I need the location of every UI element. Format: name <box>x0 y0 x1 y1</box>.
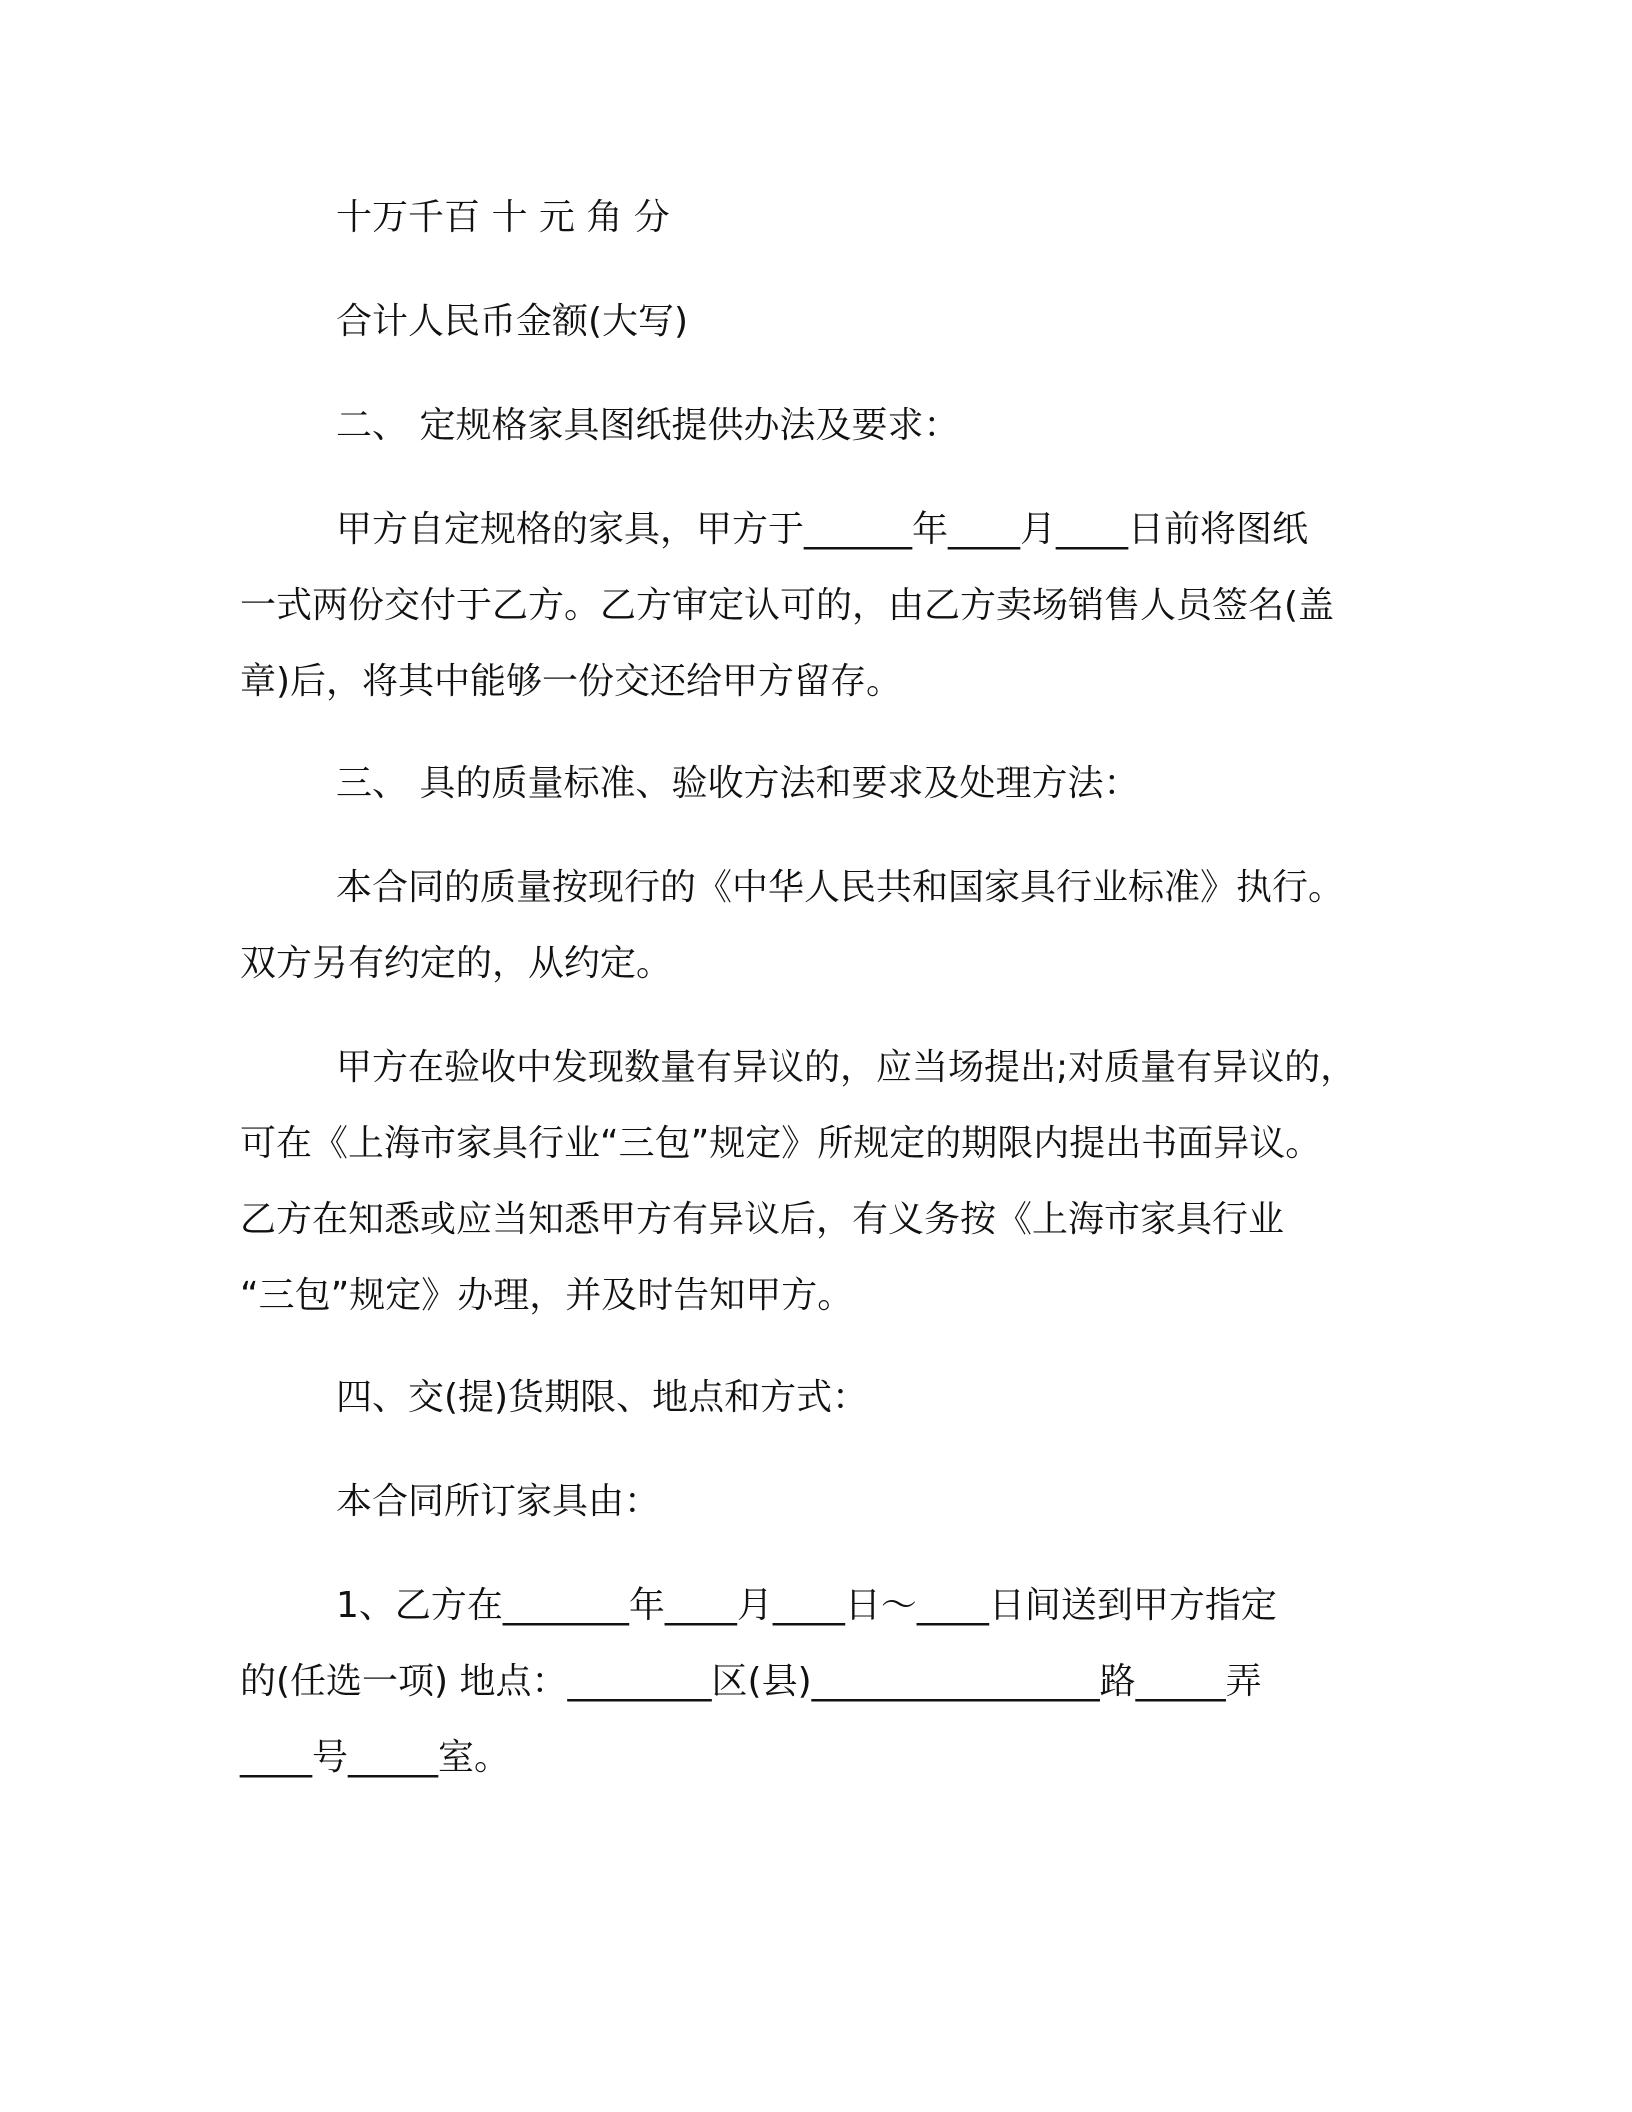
section-4-heading: 四、交(提)货期限、地点和方式： <box>336 1377 869 1418</box>
delivery-item-1-line-2: 的(任选一项) 地点：________区(县)________________路_____弄 <box>240 1661 1262 1702</box>
paragraph-quality-line-1: 本合同的质量按现行的《中华人民共和国家具行业标准》执行。 <box>336 867 1345 908</box>
paragraph-quality-line-2: 双方另有约定的，从约定。 <box>240 943 673 984</box>
delivery-item-1-line-1: 1、乙方在_______年____月____日～____日间送到甲方指定 <box>336 1585 1277 1626</box>
paragraph-drawings-line-3: 章)后，将其中能够一份交还给甲方留存。 <box>240 661 903 702</box>
section-3-heading: 三、 具的质量标准、验收方法和要求及处理方法： <box>336 763 1140 804</box>
section-2-heading: 二、 定规格家具图纸提供办法及要求： <box>336 405 960 446</box>
paragraph-objection-line-4: “三包”规定》办理，并及时告知甲方。 <box>240 1275 854 1316</box>
paragraph-objection-line-1: 甲方在验收中发现数量有异议的，应当场提出;对质量有异议的， <box>336 1047 1357 1088</box>
paragraph-objection-line-3: 乙方在知悉或应当知悉甲方有异议后，有义务按《上海市家具行业 <box>240 1199 1285 1240</box>
delivery-intro: 本合同所订家具由： <box>336 1481 661 1522</box>
delivery-item-1-line-3: ____号_____室。 <box>240 1737 511 1778</box>
amount-units-line: 十万千百 十 元 角 分 <box>336 197 670 238</box>
paragraph-drawings-line-2: 一式两份交付于乙方。乙方审定认可的，由乙方卖场销售人员签名(盖 <box>240 585 1335 626</box>
paragraph-drawings-line-1: 甲方自定规格的家具，甲方于______年____月____日前将图纸 <box>336 509 1309 550</box>
total-amount-label: 合计人民币金额(大写) <box>336 301 689 342</box>
paragraph-objection-line-2: 可在《上海市家具行业“三包”规定》所规定的期限内提出书面异议。 <box>240 1123 1322 1164</box>
